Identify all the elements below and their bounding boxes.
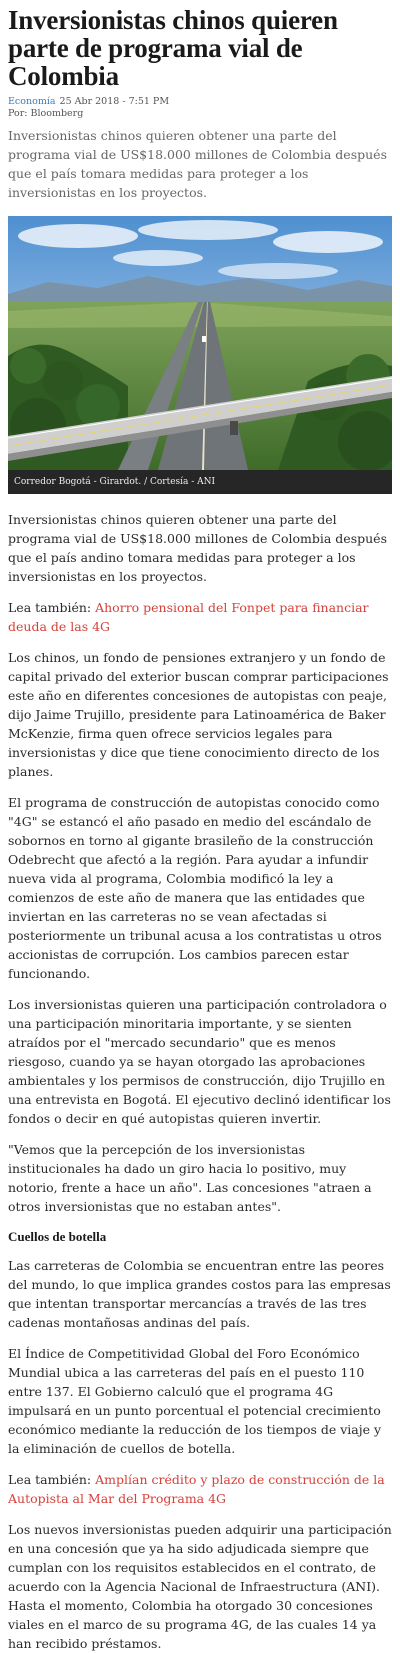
paragraph: Los chinos, un fondo de pensiones extranjero y un fondo de capital privado del exterior buscan comprar participaciones este año en diferentes concesiones de autopistas con peaje, dijo Jaime Trujillo, presidente para Latinoamérica de Baker McKenzie, firma quen ofrece servicios legales para inversionistas y dice que tiene conocimiento directo de los planes. — [8, 650, 389, 779]
read-also-label: Lea también: — [8, 1472, 92, 1487]
paragraph: Las carreteras de Colombia se encuentran entre las peores del mundo, lo que implica grandes costos para las empresas que intentan transportar mercancías a través de las tres cadenas montañosas andinas del país. — [8, 1258, 391, 1330]
paragraph: Los nuevos inversionistas pueden adquirir una participación en una concesión que ya ha sido adjudicada siempre que cumplan con los requisitos establecidos en el contrato, de acuerdo con la Agencia Nacional de Infraestructura (ANI). Hasta el momento, Colombia ha otorgado 30 concesiones viales en el marco de su programa 4G, de las cuales 14 ya han recibido préstamos. — [8, 1522, 392, 1651]
publish-date: 25 Abr 2018 - 7:51 PM — [59, 96, 170, 107]
read-also — [8, 598, 392, 636]
paragraph: Inversionistas chinos quieren obtener una parte del programa vial de US$18.000 millones de Colombia después que el país andino tomara medidas para proteger a los inversionistas en los proyectos. — [8, 512, 387, 584]
read-also-label: Lea también: — [8, 600, 92, 615]
subheading: Cuellos de botella — [8, 1229, 107, 1244]
photo-caption: Corredor Bogotá - Girardot. / Cortesía - ANI — [8, 470, 392, 494]
article-lead: Inversionistas chinos quieren obtener una parte del programa vial de US$18.000 millones de Colombia después que el país tomara medidas para proteger a los inversionistas en los proyectos. — [8, 128, 387, 200]
highway-photo — [8, 216, 392, 470]
read-also-link-fonpet[interactable]: Ahorro pensional del Fonpet para financiar deuda de las 4G — [8, 600, 369, 634]
read-also — [8, 1470, 392, 1508]
article-meta — [8, 96, 392, 108]
paragraph: "Vemos que la percepción de los inversionistas institucionales ha dado un giro hacia lo positivo, muy notorio, frente a hace un año". Las concesiones "atraen a otros inversionistas que no estaban antes". — [8, 1142, 372, 1214]
read-also-link-autopista[interactable]: Amplían crédito y plazo de construcción de la Autopista al Mar del Programa 4G — [8, 1472, 385, 1506]
article-body — [8, 510, 392, 1653]
paragraph: Los inversionistas quieren una participación controladora o una participación minoritaria importante, y se sienten atraídos por el "mercado secundario" que es menos riesgoso, cuando ya se hayan otorgado las aprobaciones ambientales y los permisos de construcción, dijo Trujillo en una entrevista en Bogotá. El ejecutivo declinó identificar los fondos o decir en qué autopistas quieren invertir. — [8, 997, 391, 1126]
author-line: Por: Bloomberg — [8, 108, 84, 119]
section-link[interactable]: Economía — [8, 96, 56, 107]
paragraph: El programa de construcción de autopistas conocido como "4G" se estancó el año pasado en medio del escándalo de sobornos en torno al gigante brasileño de la construcción Odebrecht que afectó a la región. Para ayudar a infundir nueva vida al programa, Colombia modificó la ley a comienzos de este año de manera que las entidades que inviertan en las carreteras no se vean afectadas si posteriormente un tribunal acusa a los contratistas u otros accionistas de corrupción. Los cambios parecen estar funcionando. — [8, 795, 382, 981]
article — [0, 6, 400, 1653]
article-headline: Inversionistas chinos quieren parte de programa vial de Colombia — [8, 5, 338, 91]
lead-photo — [8, 216, 392, 494]
paragraph: El Índice de Competitividad Global del Foro Económico Mundial ubica a las carreteras del país en el puesto 110 entre 137. El Gobierno calculó que el programa 4G impulsará en un punto porcentual el potencial crecimiento económico mediante la reducción de los tiempos de viaje y la eliminación de cuellos de botella. — [8, 1346, 382, 1456]
